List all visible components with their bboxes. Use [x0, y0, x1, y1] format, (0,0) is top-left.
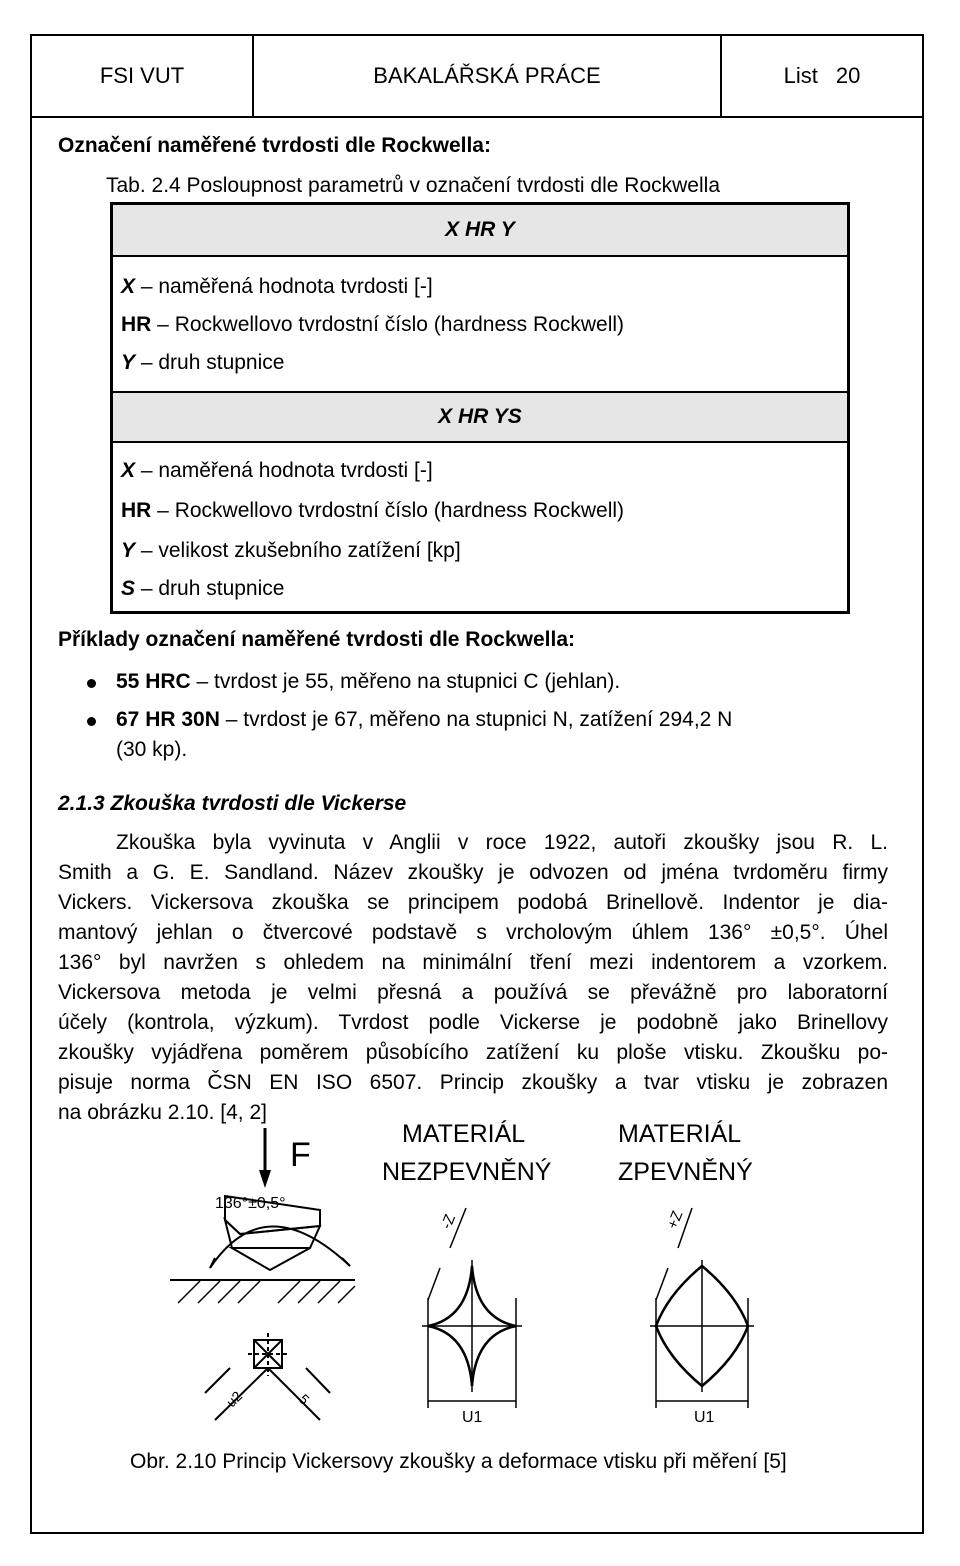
vickers-paragraph	[58, 828, 888, 1128]
material-hardened-line1: MATERIÁL	[618, 1120, 742, 1148]
section-heading: Označení naměřené tvrdosti dle Rockwella:	[58, 134, 491, 157]
table-row: S – druh stupnice	[121, 577, 285, 600]
page-header	[30, 34, 924, 118]
u1-label-hardened: U1	[694, 1409, 715, 1426]
bullet-icon	[87, 679, 96, 688]
paragraph-line: pisuje norma ČSN EN ISO 6507. Princip zkoušky a tvar vtisku je zobrazen	[58, 1071, 888, 1094]
material-hardened-line2: ZPEVNĚNÝ	[618, 1158, 753, 1186]
table-caption: Tab. 2.4 Posloupnost parametrů v označení tvrdosti dle Rockwella	[106, 174, 720, 197]
examples-heading: Příklady označení naměřené tvrdosti dle Rockwella:	[58, 628, 576, 651]
example-item-continuation: (30 kp).	[116, 738, 188, 761]
header-thesis-type: BAKALÁŘSKÁ PRÁCE	[254, 36, 722, 116]
table-band-xhrys: X HR YS	[113, 391, 847, 443]
vickers-principle-figure	[170, 1108, 790, 1448]
paragraph-line: Smith a G. E. Sandland. Název zkoušky je odvozen od jména tvrdoměru firmy	[58, 861, 888, 884]
minus-z-label: -Z	[437, 1211, 460, 1232]
example-item: 55 HRC – tvrdost je 55, měřeno na stupnici C (jehlan).	[116, 670, 621, 693]
header-page-number: 20	[835, 63, 861, 88]
header-page-label: List	[783, 63, 818, 88]
rockwell-notation-table	[110, 202, 850, 614]
paragraph-line: na obrázku 2.10. [4, 2]	[58, 1101, 267, 1124]
angle-label: 136°±0,5°	[215, 1195, 286, 1212]
table-row: HR – Rockwellovo tvrdostní číslo (hardness Rockwell)	[121, 313, 625, 336]
paragraph-line: účely (kontrola, výzkum). Tvrdost podle Vickerse je podobně jako Brinellovy	[58, 1011, 888, 1034]
paragraph-line: 136° byl navržen s ohledem na minimální tření mezi indentorem a vzorkem.	[58, 951, 888, 974]
plus-z-label: +Z	[663, 1208, 687, 1232]
hardened-material	[618, 1119, 754, 1426]
table-row: X – naměřená hodnota tvrdosti [-]	[121, 275, 433, 298]
header-institution: FSI VUT	[32, 36, 254, 116]
material-unhardened-line2: NEZPEVNĚNÝ	[382, 1158, 552, 1186]
paragraph-line: Vickersova metoda je velmi přesná a používá se převážně pro laboratorní	[58, 981, 888, 1004]
material-unhardened-line1: MATERIÁL	[402, 1120, 526, 1148]
frame-right-border	[922, 118, 924, 1534]
unhardened-material	[382, 1119, 552, 1426]
paragraph-line: Zkouška byla vyvinuta v Anglii v roce 1922, autoři zkoušky jsou R. L.	[116, 831, 888, 854]
paragraph-line: Vickers. Vickersova zkouška se principem podobá Brinellově. Indentor je dia-	[58, 891, 888, 914]
table-row: X – naměřená hodnota tvrdosti [-]	[121, 459, 433, 482]
table-row: Y – druh stupnice	[121, 351, 285, 374]
figure-caption: Obr. 2.10 Princip Vickersovy zkoušky a deformace vtisku při měření [5]	[130, 1450, 787, 1473]
paragraph-line: mantový jehlan o čtvercové podstavě s vrcholovým úhlem 136° ±0,5°. Úhel	[58, 921, 888, 944]
frame-left-border	[30, 36, 32, 1534]
paragraph-line: zkoušky vyjádřena poměrem působícího zatížení ku ploše vtisku. Zkoušku po-	[58, 1041, 888, 1064]
u1-label-unhardened: U1	[462, 1409, 483, 1426]
table-row: HR – Rockwellovo tvrdostní číslo (hardness Rockwell)	[121, 499, 625, 522]
u2-label: u2	[222, 1387, 246, 1411]
table-row: Y – velikost zkušebního zatížení [kp]	[121, 539, 461, 562]
header-page	[722, 36, 922, 116]
frame-bottom-border	[30, 1532, 924, 1534]
bullet-icon	[87, 717, 96, 726]
indenter-schematic	[170, 1128, 355, 1420]
force-label: F	[290, 1136, 311, 1174]
example-item: 67 HR 30N – tvrdost je 67, měřeno na stupnici N, zatížení 294,2 N	[116, 708, 733, 731]
subsection-heading: 2.1.3 Zkouška tvrdosti dle Vickerse	[58, 792, 407, 815]
table-band-xhry: X HR Y	[113, 205, 847, 257]
diag-label: 5	[295, 1390, 313, 1408]
